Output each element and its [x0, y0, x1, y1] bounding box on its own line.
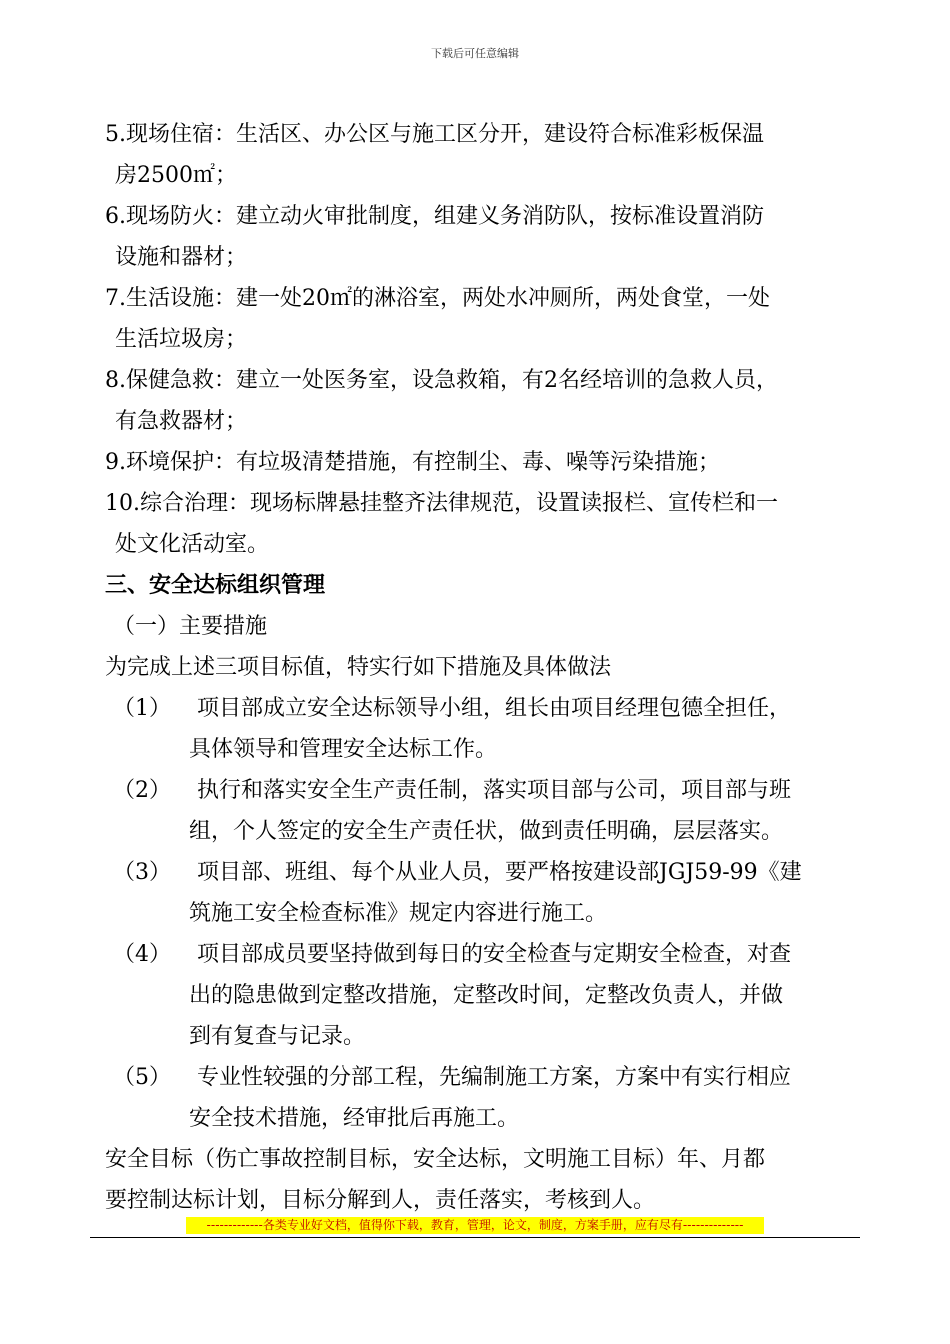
header-note: 下载后可任意编辑	[431, 47, 519, 60]
list-item-line: 生活垃圾房；	[115, 327, 248, 352]
list-item-7	[105, 278, 875, 360]
measure-number: （5）	[113, 1065, 171, 1090]
measure-line: 执行和落实安全生产责任制，落实项目部与公司，项目部与班	[197, 778, 792, 803]
footer-divider	[90, 1237, 860, 1238]
measure-line: 组，个人签定的安全生产责任状，做到责任明确，层层落实。	[189, 819, 784, 844]
closing-text: 要控制达标计划，目标分解到人，责任落实，考核到人。	[105, 1188, 656, 1213]
list-item-line: 设施和器材；	[115, 245, 248, 270]
sub-title: （一）主要措施	[113, 614, 268, 639]
measure-item-5	[105, 1057, 875, 1139]
measure-line: 到有复查与记录。	[189, 1024, 366, 1049]
list-item-line: 有急救器材；	[115, 409, 248, 434]
list-item-line: 6.现场防火：建立动火审批制度，组建义务消防队，按标准设置消防	[105, 204, 764, 229]
list-item-6	[105, 196, 875, 278]
section-title: 三、安全达标组织管理	[105, 573, 326, 598]
list-item-line: 处文化活动室。	[115, 532, 270, 557]
measure-item-2	[105, 770, 875, 852]
list-item-line: 9.环境保护：有垃圾清楚措施，有控制尘、毒、噪等污染措施；	[105, 450, 720, 475]
list-item-line: 7.生活设施：建一处20㎡的淋浴室，两处水冲厕所，两处食堂，一处	[105, 286, 770, 311]
measure-line: 筑施工安全检查标准》规定内容进行施工。	[189, 901, 608, 926]
measure-number: （1）	[113, 696, 171, 721]
list-item-9	[105, 442, 875, 483]
list-item-10	[105, 483, 875, 565]
measure-line: 安全技术措施，经审批后再施工。	[189, 1106, 520, 1131]
measure-line: 出的隐患做到定整改措施，定整改时间，定整改负责人，并做	[189, 983, 784, 1008]
measure-item-1	[105, 688, 875, 770]
list-item-line: 8.保健急救：建立一处医务室，设急救箱，有2名经培训的急救人员，	[105, 368, 778, 393]
measure-number: （4）	[113, 942, 171, 967]
list-item-5	[105, 114, 875, 196]
measure-line: 具体领导和管理安全达标工作。	[189, 737, 498, 762]
list-item-line: 10.综合治理：现场标牌悬挂整齐法律规范，设置读报栏、宣传栏和一	[105, 491, 778, 516]
document-body	[105, 114, 875, 1221]
list-item-line: 房2500㎡；	[115, 163, 237, 188]
footer-banner: -------------各类专业好文档，值得你下载，教育，管理，论文，制度，方案手册，应有尽有--------------	[186, 1217, 764, 1234]
measure-line: 项目部成立安全达标领导小组，组长由项目经理包德全担任，	[197, 696, 792, 721]
measure-line: 专业性较强的分部工程，先编制施工方案，方案中有实行相应	[197, 1065, 792, 1090]
measure-line: 项目部成员要坚持做到每日的安全检查与定期安全检查，对查	[197, 942, 792, 967]
list-item-8	[105, 360, 875, 442]
measure-line: 项目部、班组、每个从业人员，要严格按建设部JGJ59-99《建	[197, 860, 802, 885]
measure-item-4	[105, 934, 875, 1057]
measure-item-3	[105, 852, 875, 934]
intro-text: 为完成上述三项目标值，特实行如下措施及具体做法	[105, 655, 612, 680]
measure-number: （3）	[113, 860, 171, 885]
closing-text: 安全目标（伤亡事故控制目标，安全达标，文明施工目标）年、月都	[105, 1147, 766, 1172]
list-item-line: 5.现场住宿：生活区、办公区与施工区分开，建设符合标准彩板保温	[105, 122, 764, 147]
measure-number: （2）	[113, 778, 171, 803]
